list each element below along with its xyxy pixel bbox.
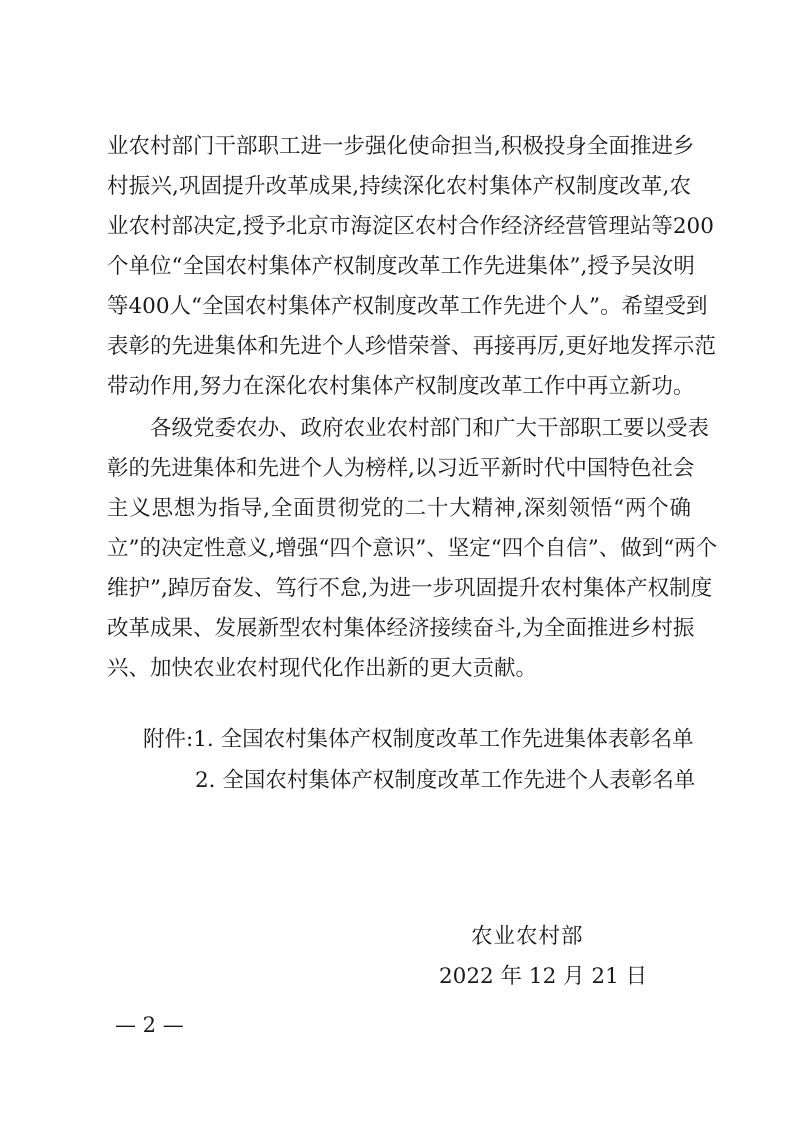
text-line: 各级党委农办、政府农业农村部门和广大干部职工要以受表	[150, 416, 710, 441]
page-number: — 2 —	[115, 1013, 184, 1037]
text-line: 彰的先进集体和先进个人为榜样,以习近平新时代中国特色社会	[107, 456, 695, 481]
text-line: 业农村部决定,授予北京市海淀区农村合作经济经营管理站等200	[107, 214, 714, 239]
attachment-item-1: 附件:1. 全国农村集体产权制度改革工作先进集体表彰名单	[143, 727, 694, 752]
text-line: 表彰的先进集体和先进个人珍惜荣誉、再接再厉,更好地发挥示范	[107, 334, 716, 359]
text-line: 带动作用,努力在深化农村集体产权制度改革工作中再立新功。	[107, 374, 695, 399]
text-line: 兴、加快农业农村现代化作出新的更大贡献。	[107, 656, 538, 681]
issuing-organization: 农业农村部	[471, 924, 584, 949]
attachment-item-2: 2. 全国农村集体产权制度改革工作先进个人表彰名单	[195, 768, 696, 793]
text-line: 业农村部门干部职工进一步强化使命担当,积极投身全面推进乡	[107, 134, 695, 159]
issue-date: 2022 年 12 月 21 日	[439, 964, 648, 989]
text-line: 改革成果、发展新型农村集体经济接续奋斗,为全面推进乡村振	[107, 616, 695, 641]
text-line: 等400人“全国农村集体产权制度改革工作先进个人”。希望受到	[107, 294, 708, 319]
text-line: 村振兴,巩固提升改革成果,持续深化农村集体产权制度改革,农	[107, 174, 691, 199]
text-line: 维护”,踔厉奋发、笃行不怠,为进一步巩固提升农村集体产权制度	[107, 576, 713, 601]
text-line: 个单位“全国农村集体产权制度改革工作先进集体”,授予吴汝明	[107, 254, 695, 279]
text-line: 主义思想为指导,全面贯彻党的二十大精神,深刻领悟“两个确	[107, 496, 691, 521]
text-line: 立”的决定性意义,增强“四个意识”、坚定“四个自信”、做到“两个	[107, 536, 718, 561]
